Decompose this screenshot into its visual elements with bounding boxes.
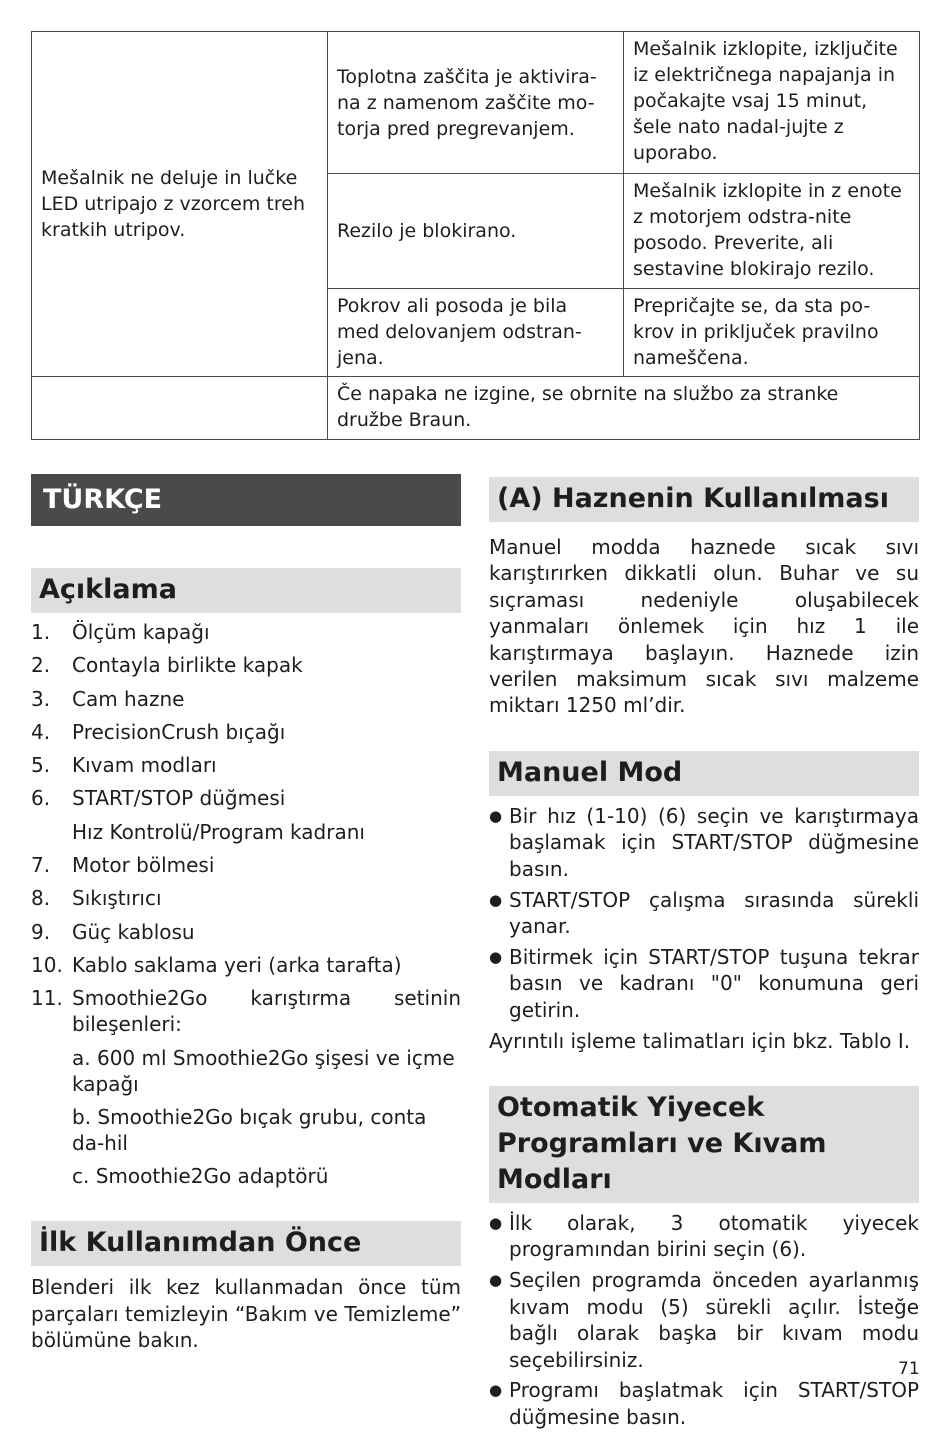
list-item: [31, 785, 461, 811]
item-number: 3.: [31, 686, 51, 711]
list-item: [31, 752, 461, 778]
list-item: [31, 852, 461, 878]
remedy-cell-3: Prepričajte se, da sta po-krov in priključek pravilno nameščena.: [624, 289, 920, 377]
list-item: [31, 619, 461, 645]
bullet-item: ● Bir hız (1-10) (6) seçin ve karıştırmaya başlamak için START/STOP düğmesine basın.: [489, 803, 919, 882]
bullet-item: ● Seçilen programda önceden ayarlanmış kıvam modu (5) sürekli açılır. İsteğe bağlı olarak başka bir kıvam modu seçebilirsiniz.: [489, 1267, 919, 1373]
list-item: [31, 652, 461, 678]
sub-list-item: b. Smoothie2Go bıçak grubu, conta da-hil: [72, 1104, 427, 1155]
first-use-heading: İlk Kullanımdan Önce: [31, 1221, 461, 1266]
item-label: Contayla birlikte kapak: [72, 653, 303, 678]
page-number: 71: [898, 1359, 920, 1379]
item-label: Sıkıştırıcı: [72, 886, 162, 911]
remedy-cell-2: Mešalnik izklopite in z enote z motorjem odstra-nite posodo. Preverite, ali sestavine blokirajo rezilo.: [624, 174, 920, 289]
item-number: 10.: [31, 952, 63, 977]
auto-programs-heading: Otomatik Yiyecek Programları ve Kıvam Modları: [489, 1086, 919, 1203]
bullet-item: ● START/STOP çalışma sırasında sürekli yanar.: [489, 887, 919, 940]
language-heading: TÜRKÇE: [31, 474, 461, 526]
cause-cell-3: Pokrov ali posoda je bila med delovanjem odstran-jena.: [328, 289, 624, 377]
item-label: Cam hazne: [72, 686, 185, 711]
first-use-text: Blenderi ilk kez kullanmadan önce tüm parçaları temizleyin “Bakım ve Temizleme” bölümüne bakın.: [31, 1275, 461, 1352]
right-column: [489, 474, 919, 1435]
item-number: 1.: [31, 620, 51, 644]
problem-cell: Mešalnik ne deluje in lučke LED utripajo z vzorcem treh kratkih utripov.: [32, 32, 328, 377]
manual-mode-heading: Manuel Mod: [489, 751, 919, 796]
list-item: [31, 719, 461, 745]
description-heading: Açıklama: [31, 568, 461, 613]
cause-cell-1: Toplotna zaščita je aktivira-na z namenom zaščite mo-torja pred pregrevanjem.: [328, 32, 624, 174]
list-item: [31, 952, 461, 978]
item-label: Ölçüm kapağı: [72, 620, 210, 644]
list-item: [31, 985, 461, 1037]
list-item: [31, 819, 461, 845]
item-number: [31, 819, 72, 845]
item-label: PrecisionCrush bıçağı: [72, 719, 286, 744]
item-number: 8.: [31, 886, 51, 911]
bullet-item: ● Programı başlatmak için START/STOP düğmesine basın.: [489, 1377, 919, 1430]
item-label: START/STOP düğmesi: [72, 786, 286, 811]
item-number: 7.: [31, 853, 51, 878]
sub-items: [31, 1045, 461, 1190]
item-label: Smoothie2Go karıştırma setinin bileşenleri:: [72, 986, 461, 1037]
list-item: [31, 686, 461, 712]
item-label: Hız Kontrolü/Program kadranı: [72, 819, 365, 844]
manual-mode-list: [489, 803, 919, 1023]
item-number: 11.: [31, 986, 63, 1011]
jar-usage-heading: (A) Haznenin Kullanılması: [489, 477, 919, 522]
item-label: Güç kablosu: [72, 919, 195, 944]
item-label: Kıvam modları: [72, 753, 217, 778]
item-number: 4.: [31, 719, 51, 744]
remedy-cell-1: Mešalnik izklopite, izključite iz električnega napajanja in počakajte vsaj 15 minut, šele nato nadal-jujte z uporabo.: [624, 32, 920, 174]
bullet-item: ● İlk olarak, 3 otomatik yiyecek programından birini seçin (6).: [489, 1210, 919, 1263]
item-label: Kablo saklama yeri (arka tarafta): [72, 952, 402, 977]
sub-list-item: a. 600 ml Smoothie2Go şişesi ve içme kapağı: [72, 1045, 455, 1096]
auto-programs-list: [489, 1210, 919, 1430]
troubleshooting-table: [31, 31, 920, 440]
item-number: 9.: [31, 919, 51, 944]
bullet-item: ● Bitirmek için START/STOP tuşuna tekrar basın ve kadranı "0" konumuna geri getirin.: [489, 944, 919, 1023]
parts-list: [31, 619, 461, 1037]
manual-mode-note: Ayrıntılı işleme talimatları için bkz. Tablo I.: [489, 1028, 911, 1053]
item-number: 6.: [31, 786, 51, 811]
left-column: [31, 474, 461, 1353]
item-number: 2.: [31, 653, 51, 678]
sub-list-item: c. Smoothie2Go adaptörü: [72, 1164, 329, 1189]
list-item: [31, 885, 461, 911]
item-number: 5.: [31, 753, 51, 778]
jar-usage-text: Manuel modda haznede sıcak sıvı karıştırırken dikkatli olun. Buhar ve su sıçraması nedeniyle oluşabilecek yanmaları önlemek için hız 1 ile karıştırmaya başlayın. Haznede izin verilen maksimum sıcak sıvı malzeme miktarı 1250 ml’dir.: [489, 535, 919, 718]
cause-cell-2: Rezilo je blokirano.: [328, 174, 624, 289]
table-footer-note: Če napaka ne izgine, se obrnite na službo za stranke družbe Braun.: [328, 377, 920, 440]
item-label: Motor bölmesi: [72, 853, 215, 878]
list-item: [31, 919, 461, 945]
